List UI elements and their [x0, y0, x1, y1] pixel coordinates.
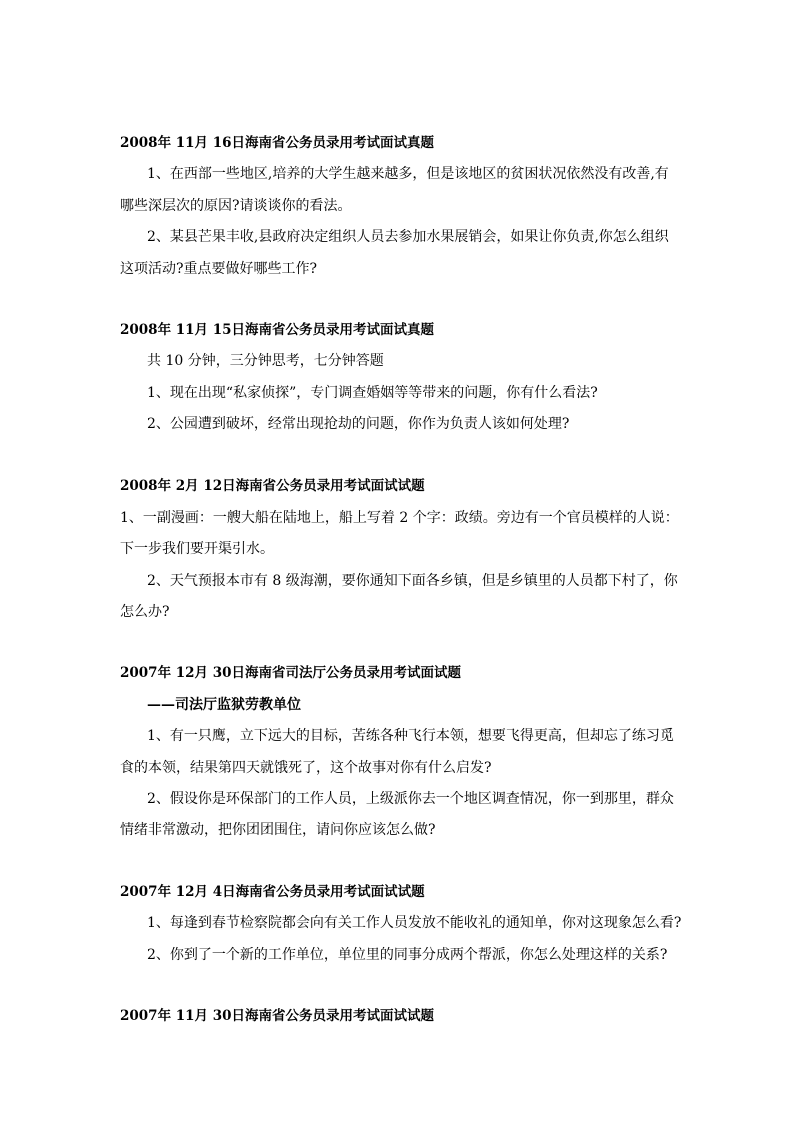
- question-line: 1、一副漫画：一艘大船在陆地上，船上写着 2 个字：政绩。旁边有一个官员模样的人说：: [120, 510, 679, 526]
- question-line: 2、公园遭到破坏，经常出现抢劫的问题，你作为负责人该如何处理?: [147, 416, 570, 432]
- question-line: 2、某县芒果丰收,县政府决定组织人员去参加水果展销会，如果让你负责,你怎么组织: [147, 229, 669, 245]
- question-line: 1、在西部一些地区,培养的大学生越来越多，但是该地区的贫困状况依然没有改善,有: [147, 166, 669, 182]
- question-line: 情绪非常激动，把你团团围住，请问你应该怎么做?: [120, 822, 436, 838]
- question-line: 1、有一只鹰，立下远大的目标，苦练各种飞行本领，想要飞得更高，但却忘了练习觅: [147, 728, 674, 744]
- question-line: 2、你到了一个新的工作单位，单位里的同事分成两个帮派，你怎么处理这样的关系?: [147, 947, 668, 963]
- question-line: 怎么办?: [120, 604, 170, 620]
- section-heading: 2007年 12月 4日海南省公务员录用考试面试试题: [120, 884, 425, 900]
- question-line: 1、每逢到春节检察院都会向有关工作人员发放不能收礼的通知单，你对这现象怎么看?: [147, 915, 682, 931]
- section-subheading: ——司法厅监狱劳教单位: [147, 697, 301, 713]
- question-line: 哪些深层次的原因?请谈谈你的看法。: [120, 198, 352, 214]
- question-line: 下一步我们要开渠引水。: [120, 541, 274, 557]
- question-line: 食的本领，结果第四天就饿死了，这个故事对你有什么启发?: [120, 760, 492, 776]
- section-heading: 2008年 2月 12日海南省公务员录用考试面试试题: [120, 478, 425, 494]
- question-line: 共 10 分钟，三分钟思考，七分钟答题: [147, 353, 384, 369]
- question-line: 1、现在出现“私家侦探”，专门调查婚姻等等带来的问题，你有什么看法?: [147, 385, 598, 401]
- section-heading: 2008年 11月 16日海南省公务员录用考试面试真题: [120, 135, 435, 151]
- section-heading: 2007年 12月 30日海南省司法厅公务员录用考试面试题: [120, 665, 462, 681]
- question-line: 这项活动?重点要做好哪些工作?: [120, 261, 318, 277]
- question-line: 2、天气预报本市有 8 级海潮，要你通知下面各乡镇，但是乡镇里的人员都下村了，你: [147, 573, 678, 589]
- section-heading: 2007年 11月 30日海南省公务员录用考试面试试题: [120, 1008, 435, 1024]
- section-heading: 2008年 11月 15日海南省公务员录用考试面试真题: [120, 322, 435, 338]
- question-line: 2、假设你是环保部门的工作人员，上级派你去一个地区调查情况，你一到那里，群众: [147, 791, 674, 807]
